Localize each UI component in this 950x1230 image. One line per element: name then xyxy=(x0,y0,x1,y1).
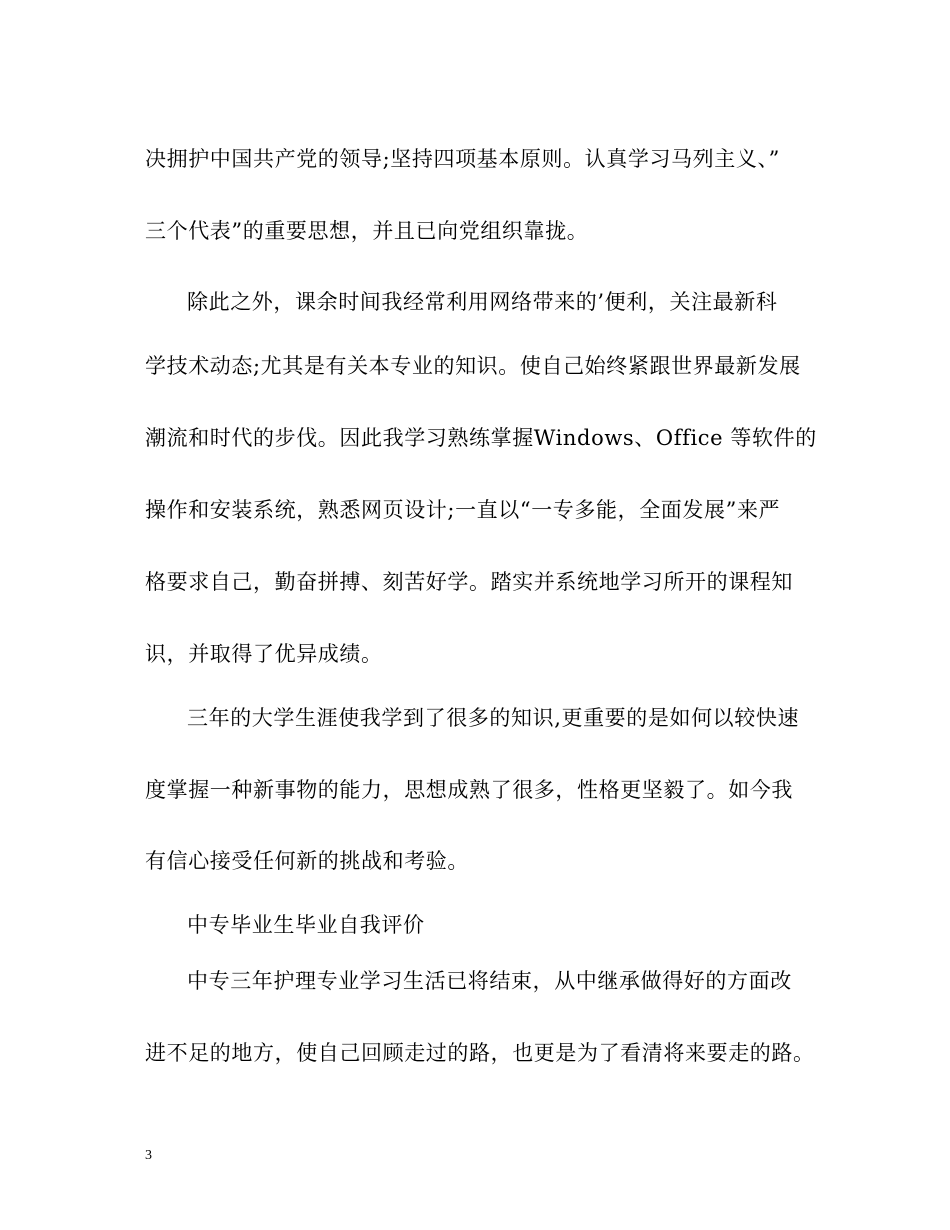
paragraph-line: 学技术动态;尤其是有关本专业的知识。使自己始终紧跟世界最新发展 xyxy=(145,354,801,378)
paragraph-line: 三年的大学生涯使我学到了很多的知识,更重要的是如何以较快速 xyxy=(187,706,800,730)
paragraph-line: 格要求自己，勤奋拼搏、刻苦好学。踏实并系统地学习所开的课程知 xyxy=(145,570,793,594)
paragraph-line: 进不足的地方，使自己回顾走过的路，也更是为了看清将来要走的路。 xyxy=(145,1041,815,1065)
paragraph-line: 三个代表”的重要思想，并且已向党组织靠拢。 xyxy=(145,219,589,243)
paragraph-line: 潮流和时代的步伐。因此我学习熟练掌握Windows、Office 等软件的 xyxy=(145,426,817,450)
paragraph-line: 除此之外，课余时间我经常利用网络带来的’便利，关注最新科 xyxy=(187,290,778,314)
section-heading: 中专毕业生毕业自我评价 xyxy=(187,913,425,937)
paragraph-line: 决拥护中国共产党的领导;坚持四项基本原则。认真学习马列主义、” xyxy=(145,147,780,171)
paragraph-line: 中专三年护理专业学习生活已将结束，从中继承做得好的方面改 xyxy=(187,969,792,993)
paragraph-line: 度掌握一种新事物的能力，思想成熟了很多，性格更坚毅了。如今我 xyxy=(145,778,793,802)
page-number: 3 xyxy=(145,1148,152,1163)
paragraph-line: 识，并取得了优异成绩。 xyxy=(145,642,383,666)
paragraph-line: 有信心接受任何新的挑战和考验。 xyxy=(145,849,469,873)
paragraph-line: 操作和安装系统，熟悉网页设计;一直以“一专多能，全面发展”来严 xyxy=(145,498,781,522)
